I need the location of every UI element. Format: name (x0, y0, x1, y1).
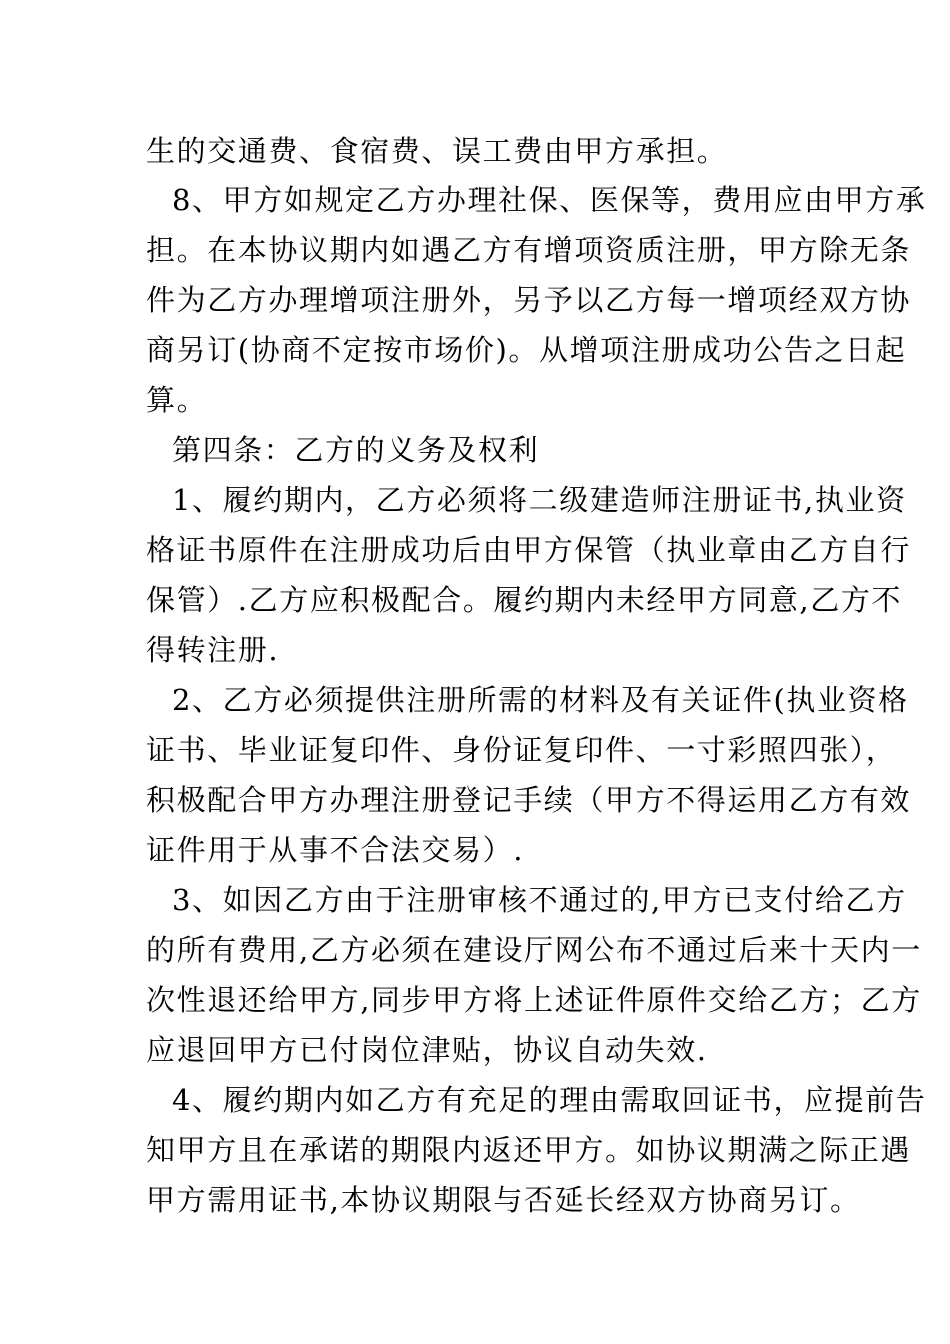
clause-2-line: 2、乙方必须提供注册所需的材料及有关证件(执业资格 (172, 683, 909, 717)
text-line: 知甲方且在承诺的期限内返还甲方。如协议期满之际正遇 (146, 1133, 912, 1167)
text-line: 甲方需用证书,本协议期限与否延长经双方协商另订。 (146, 1183, 861, 1217)
text-line: 的所有费用,乙方必须在建设厅网公布不通过后来十天内一 (146, 933, 922, 967)
article-4-heading: 第四条：乙方的义务及权利 (172, 433, 540, 467)
text-line: 得转注册. (146, 633, 280, 667)
text-line: 次性退还给甲方,同步甲方将上述证件原件交给乙方；乙方 (146, 983, 922, 1017)
text-line: 证件用于从事不合法交易）. (146, 833, 525, 867)
clause-8-line: 8、甲方如规定乙方办理社保、医保等，费用应由甲方承 (172, 183, 927, 217)
text-line: 担。在本协议期内如遇乙方有增项资质注册，甲方除无条 (146, 233, 912, 267)
text-line: 生的交通费、食宿费、误工费由甲方承担。 (146, 134, 728, 168)
clause-4-line: 4、履约期内如乙方有充足的理由需取回证书，应提前告 (172, 1083, 927, 1117)
text-line: 算。 (146, 383, 208, 417)
text-line: 应退回甲方已付岗位津贴，协议自动失效. (146, 1033, 708, 1067)
clause-3-line: 3、如因乙方由于注册审核不通过的,甲方已支付给乙方 (172, 883, 907, 917)
text-line: 商另订(协商不定按市场价)。从增项注册成功公告之日起 (146, 333, 907, 367)
text-line: 格证书原件在注册成功后由甲方保管（执业章由乙方自行 (146, 533, 912, 567)
text-line: 积极配合甲方办理注册登记手续（甲方不得运用乙方有效 (146, 783, 912, 817)
clause-1-line: 1、履约期内，乙方必须将二级建造师注册证书,执业资 (172, 483, 907, 517)
text-line: 件为乙方办理增项注册外，另予以乙方每一增项经双方协 (146, 283, 912, 317)
text-line: 证书、毕业证复印件、身份证复印件、一寸彩照四张）， (146, 733, 897, 767)
text-line: 保管）.乙方应积极配合。履约期内未经甲方同意,乙方不 (146, 583, 903, 617)
